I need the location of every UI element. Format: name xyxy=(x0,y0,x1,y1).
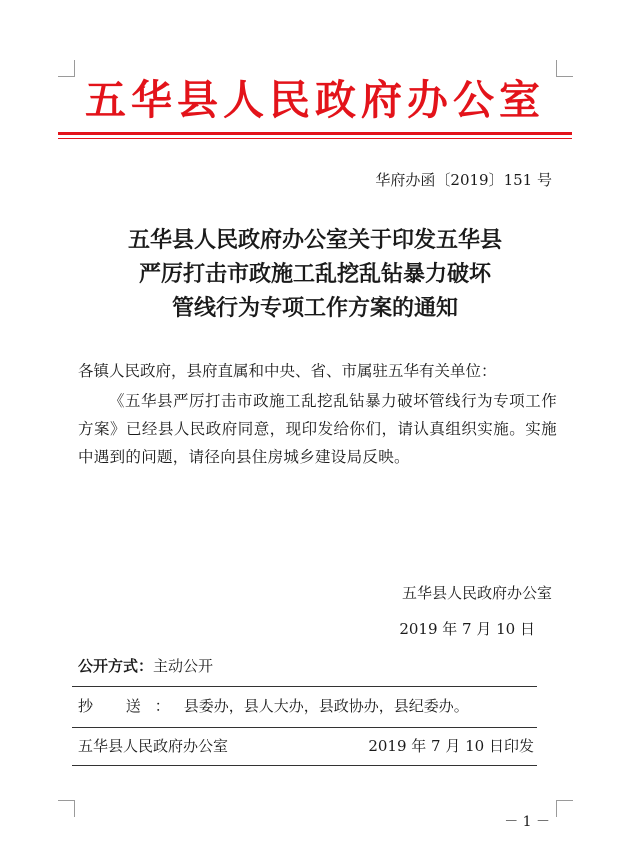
footer-rule-top xyxy=(72,686,537,687)
disclosure-value: 主动公开 xyxy=(153,657,214,675)
carbon-copy xyxy=(78,696,469,716)
cc-recipients: 县委办，县人大办，县政协办，县纪委办。 xyxy=(183,697,469,715)
document-number: 华府办函〔2019〕151 号 xyxy=(375,171,552,189)
document-title xyxy=(78,224,552,326)
document-title-line-1: 五华县人民政府办公室关于印发五华县 xyxy=(127,228,502,253)
printing-issuer: 五华县人民政府办公室 xyxy=(78,737,229,755)
signature-organization: 五华县人民政府办公室 xyxy=(401,584,552,602)
document-title-line-2: 严厉打击市政施工乱挖乱钻暴力破坏 xyxy=(138,262,491,287)
cc-label: 抄 送： xyxy=(78,697,184,715)
document-title-line-3: 管线行为专项工作方案的通知 xyxy=(171,296,458,321)
red-separator-thin xyxy=(58,138,572,139)
crop-mark-bottom-right xyxy=(556,800,573,817)
issuing-office-header: 五华县人民政府办公室 xyxy=(85,76,545,124)
salutation: 各镇人民政府，县府直属和中央、省、市属驻五华有关单位： xyxy=(78,362,497,380)
footer-rule-bottom xyxy=(72,765,537,766)
printing-date: 2019 年 7 月 10 日印发 xyxy=(368,737,534,755)
red-separator-thick xyxy=(58,132,572,135)
crop-mark-bottom-left xyxy=(58,800,75,817)
footer-rule-middle xyxy=(72,727,537,728)
disclosure-method xyxy=(78,656,213,676)
signature-date: 2019 年 7 月 10 日 xyxy=(399,620,535,638)
disclosure-label: 公开方式： xyxy=(78,657,154,675)
page-number: － 1 － xyxy=(504,814,550,830)
body-paragraph: 《五华县严厉打击市政施工乱挖乱钻暴力破坏管线行为专项工作方案》已经县人民政府同意，现印发给你们，请认真组织实施。实施中遇到的问题，请径向县住房城乡建设局反映。 xyxy=(78,392,557,466)
